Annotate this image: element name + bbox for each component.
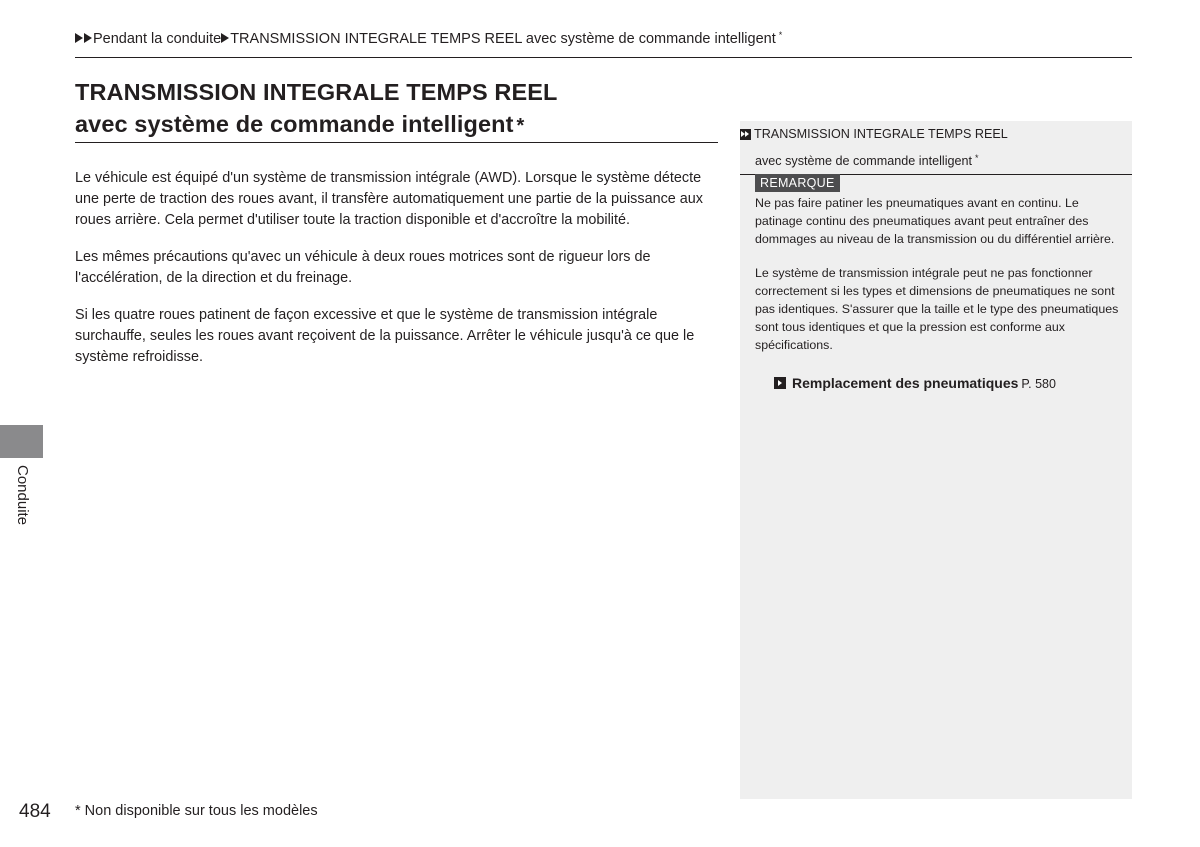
body-paragraph: Les mêmes précautions qu'avec un véhicule à deux roues motrices sont de rigueur lors de l'accélération, de la direction et du freinage. [75,249,651,286]
breadcrumb [75,25,1135,49]
note-badge: REMARQUE [755,174,840,192]
note-text [755,194,1123,370]
note-paragraph: Ne pas faire patiner les pneumatiques avant en continu. Le patinage continu des pneumatiques avant peut entraîner des dommages au niveau de la transmission ou du différentiel arrière. [755,196,1115,246]
cross-reference-page[interactable]: P. 580 [1021,377,1056,391]
chapter-label: Conduite [14,465,31,526]
breadcrumb-footnote-marker: * [778,30,783,40]
header-divider [75,57,1132,58]
link-arrow-icon [774,377,786,389]
breadcrumb-arrow-icon [75,33,83,43]
breadcrumb-topic[interactable]: TRANSMISSION INTEGRALE TEMPS REEL avec système de commande intelligent [230,31,776,47]
sidebar-heading-line1: TRANSMISSION INTEGRALE TEMPS REEL [754,127,1008,141]
breadcrumb-section[interactable]: Pendant la conduite [93,31,222,47]
main-text [75,168,723,384]
page-title [75,76,715,142]
title-divider [75,142,718,143]
footnote: * Non disponible sur tous les modèles [75,803,318,819]
title-footnote-marker: * [516,115,525,137]
chapter-tab [0,425,43,458]
sidebar-heading [740,121,1132,173]
note-paragraph: Le système de transmission intégrale peut ne pas fonctionner correctement si les types et dimensions de pneumatiques ne sont pas identiques. S'assurer que la taille et le type des pneumatiques sont tous identiques et que la pression est conforme aux spécifications. [755,266,1119,352]
reference-arrow-icon [740,129,751,140]
sidebar-footnote-marker: * [975,153,979,163]
cross-reference-link[interactable] [774,373,1056,394]
cross-reference-title[interactable]: Remplacement des pneumatiques [792,375,1019,391]
breadcrumb-arrow-icon [84,33,92,43]
breadcrumb-arrow-icon [221,33,229,43]
body-paragraph: Le véhicule est équipé d'un système de transmission intégrale (AWD). Lorsque le système détecte une perte de traction des roues avant, il transfère automatiquement une partie de la puissance aux roues arrière. Cela permet d'utiliser toute la traction disponible et d'accroître la mobilité. [75,170,703,228]
sidebar-heading-line2: avec système de commande intelligent [755,154,973,168]
page-number: 484 [19,801,51,822]
page-title-line2: avec système de commande intelligent [75,111,514,137]
sidebar-panel [740,121,1132,799]
body-paragraph: Si les quatre roues patinent de façon excessive et que le système de transmission intégrale surchauffe, seules les roues avant reçoivent de la puissance. Arrêter le véhicule jusqu'à ce que le système refroidisse. [75,307,695,365]
page-title-line1: TRANSMISSION INTEGRALE TEMPS REEL [75,79,558,105]
